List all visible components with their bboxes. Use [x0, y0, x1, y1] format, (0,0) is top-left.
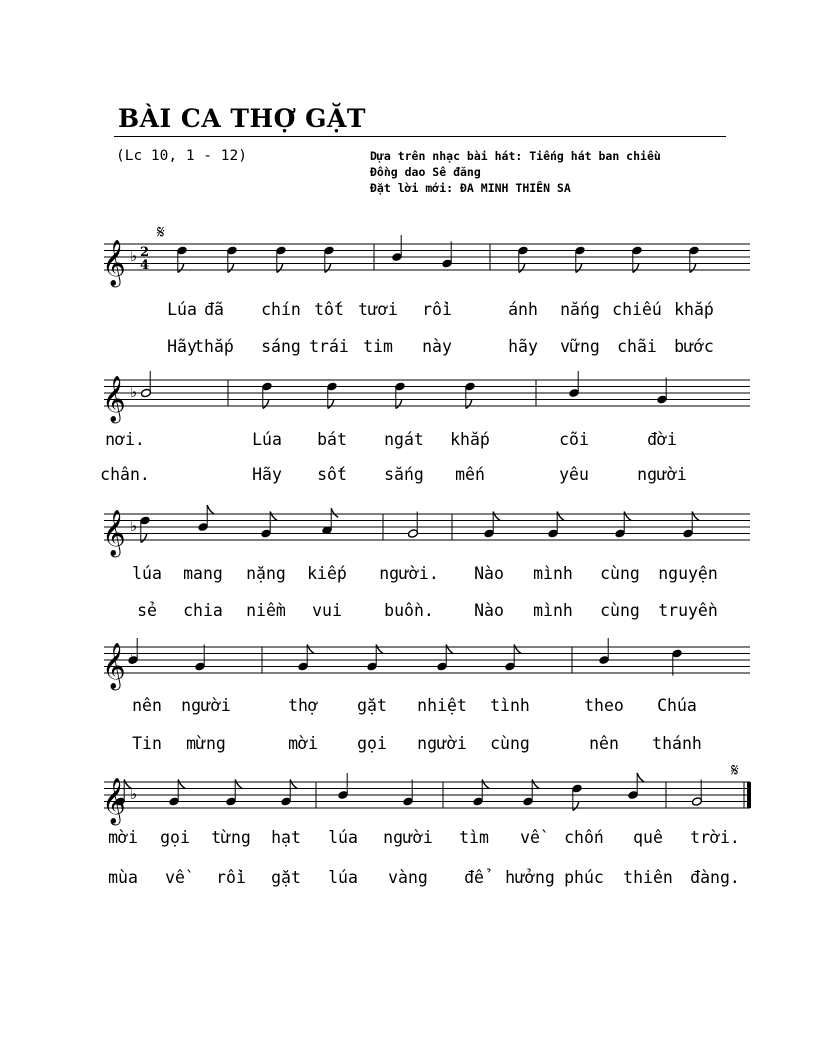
note-flag: [532, 780, 539, 789]
note: [367, 645, 384, 672]
note-flag: [328, 400, 334, 409]
lyric-syllable: chín: [261, 300, 301, 319]
lyric-syllable: bước: [674, 337, 714, 356]
lyric-syllable: trái: [309, 337, 349, 356]
note: [442, 242, 453, 269]
lyric-syllable: đời: [647, 430, 677, 449]
lyric-syllable: nắng: [560, 300, 600, 319]
note: [276, 246, 287, 273]
staff-1: [104, 235, 750, 273]
lyric-syllable: lúa: [132, 564, 162, 583]
note: [518, 246, 529, 273]
note: [628, 773, 645, 800]
treble-clef-icon: 𝄞: [102, 643, 126, 689]
lyric-syllable: chiếu: [612, 300, 662, 319]
note-flag: [446, 645, 453, 654]
note: [338, 773, 349, 800]
lyric-syllable: thợ: [288, 696, 318, 715]
treble-clef-icon: 𝄞: [102, 240, 126, 286]
lyric-syllable: thánh: [652, 734, 702, 753]
lyric-syllable: ngát: [384, 430, 424, 449]
segno-end-icon: 𝄋: [731, 760, 739, 781]
flat-key-signature-icon: ♭: [130, 383, 138, 401]
time-signature-top: 2: [140, 245, 150, 260]
lyric-syllable: hạt: [271, 828, 301, 847]
note: [599, 638, 610, 665]
note-flag: [396, 400, 402, 409]
note: [177, 246, 188, 273]
note: [689, 246, 700, 273]
lyric-syllable: khắp: [674, 300, 714, 319]
lyric-syllable: chãi: [617, 337, 657, 356]
note: [575, 246, 586, 273]
lyric-syllable: yêu: [559, 465, 589, 484]
note: [298, 645, 315, 672]
lyric-syllable: Lúa: [167, 300, 197, 319]
lyric-syllable: sẻ: [137, 601, 157, 620]
lyric-syllable: mừng: [186, 734, 226, 753]
lyric-syllable: tốt: [314, 300, 344, 319]
lyric-syllable: người: [181, 696, 231, 715]
note: [692, 780, 703, 807]
note-flag: [633, 264, 639, 273]
lyric-syllable: quê: [633, 828, 663, 847]
lyric-syllable: bát: [317, 430, 347, 449]
note-flag: [690, 264, 696, 273]
note: [227, 246, 238, 273]
note: [465, 382, 476, 409]
lyric-syllable: cùng: [600, 601, 640, 620]
composer-credit: Đồng dao Sê đăng: [370, 165, 481, 179]
lyric-syllable: Lúa: [252, 430, 282, 449]
time-signature-bottom: 4: [140, 258, 150, 273]
lyric-syllable: Hãy: [167, 337, 197, 356]
note-flag: [235, 780, 242, 789]
note-flag: [637, 773, 644, 782]
note-flag: [376, 645, 383, 654]
lyric-syllable: người: [383, 828, 433, 847]
lyric-syllable: khắp: [450, 430, 490, 449]
staff-3: [104, 505, 750, 543]
lyric-syllable: vững: [560, 337, 600, 356]
note-flag: [263, 400, 269, 409]
lyric-syllable: mang: [183, 564, 223, 583]
lyric-syllable: Nào: [474, 601, 504, 620]
note: [403, 780, 414, 807]
lyric-syllable: tình: [490, 696, 530, 715]
note: [281, 780, 298, 807]
lyric-syllable: đã: [204, 300, 224, 319]
note-flag: [290, 780, 297, 789]
lyric-syllable: vàng: [388, 868, 428, 887]
lyric-syllable: mình: [533, 564, 573, 583]
note: [615, 512, 632, 539]
note-flag: [141, 534, 147, 543]
lyric-syllable: nguyện: [658, 564, 718, 583]
staff-5: [104, 773, 751, 811]
note: [523, 780, 540, 807]
note: [141, 371, 152, 398]
lyric-syllable: hưởng: [505, 868, 555, 887]
lyric-syllable: sốt: [317, 465, 347, 484]
lyric-syllable: người: [417, 734, 467, 753]
note-flag: [466, 400, 472, 409]
note: [505, 645, 522, 672]
lyric-syllable: gọi: [357, 734, 387, 753]
lyric-syllable: tìm: [459, 828, 489, 847]
lyric-syllable: mùa: [108, 868, 138, 887]
lyric-syllable: theo: [584, 696, 624, 715]
note: [548, 512, 565, 539]
lyric-syllable: người: [637, 465, 687, 484]
treble-clef-icon: 𝄞: [102, 376, 126, 422]
lyric-syllable: mến: [455, 465, 485, 484]
note: [169, 780, 186, 807]
lyric-syllable: niềm: [246, 601, 286, 620]
note: [572, 784, 583, 811]
note-flag: [178, 780, 185, 789]
lyric-syllable: nên: [589, 734, 619, 753]
lyric-syllable: gặt: [271, 868, 301, 887]
song-title: BÀI CA THỢ GẶT: [118, 104, 366, 133]
note: [437, 645, 454, 672]
lyric-syllable: Chúa: [657, 696, 697, 715]
note: [408, 512, 419, 539]
lyric-syllable: tươi: [358, 300, 398, 319]
lyric-syllable: Hãy: [252, 465, 282, 484]
lyric-syllable: sáng: [261, 337, 301, 356]
lyric-syllable: sắng: [384, 465, 424, 484]
lyric-syllable: người.: [379, 564, 439, 583]
lyric-syllable: đàng.: [690, 868, 740, 887]
note-flag: [331, 508, 338, 517]
note-flag: [514, 645, 521, 654]
melody-source: Dựa trên nhạc bài hát: Tiếng hát ban chiều: [370, 149, 661, 163]
lyric-syllable: cõi: [559, 430, 589, 449]
lyric-syllable: cùng: [600, 564, 640, 583]
lyric-syllable: thiên: [623, 868, 673, 887]
lyric-syllable: về: [165, 868, 185, 887]
lyric-syllable: Nào: [474, 564, 504, 583]
lyric-syllable: mời: [288, 734, 318, 753]
flat-key-signature-icon: ♭: [130, 247, 138, 265]
note: [569, 371, 580, 398]
note-flag: [228, 264, 234, 273]
note: [226, 780, 243, 807]
note-flag: [573, 802, 579, 811]
lyric-syllable: gọi: [160, 828, 190, 847]
note: [195, 645, 206, 672]
lyricist-credit: Đặt lời mới: ĐA MINH THIÊN SA: [370, 181, 571, 195]
lyric-syllable: cùng: [490, 734, 530, 753]
note: [484, 512, 501, 539]
lyric-syllable: nặng: [246, 564, 286, 583]
flat-key-signature-icon: ♭: [130, 517, 138, 535]
note: [198, 505, 215, 532]
lyric-syllable: rồi: [422, 300, 452, 319]
note-flag: [178, 264, 184, 273]
treble-clef-icon: 𝄞: [102, 778, 126, 824]
final-barline-thick: [747, 782, 751, 808]
note: [140, 516, 151, 543]
note-flag: [557, 512, 564, 521]
flat-key-signature-icon: ♭: [130, 785, 138, 803]
lyric-syllable: nơi.: [105, 430, 145, 449]
lyric-syllable: nên: [132, 696, 162, 715]
note-flag: [493, 512, 500, 521]
lyric-syllable: trời.: [690, 828, 740, 847]
note: [395, 382, 406, 409]
note: [683, 512, 700, 539]
note-flag: [482, 780, 489, 789]
note-flag: [692, 512, 699, 521]
note: [327, 382, 338, 409]
note: [657, 378, 668, 405]
lyric-syllable: thắp: [194, 337, 234, 356]
segno-icon: 𝄋: [157, 222, 165, 243]
note-flag: [624, 512, 631, 521]
scripture-reference: (Lc 10, 1 - 12): [116, 148, 247, 164]
lyric-syllable: buồn.: [384, 601, 434, 620]
lyric-syllable: phúc: [564, 868, 604, 887]
lyric-syllable: để: [464, 868, 484, 887]
note-flag: [325, 264, 331, 273]
lyric-syllable: truyền: [658, 601, 718, 620]
note-flag: [207, 505, 214, 514]
treble-clef-icon: 𝄞: [102, 510, 126, 556]
note-flag: [270, 512, 277, 521]
note: [322, 508, 339, 535]
lyric-syllable: hãy: [508, 337, 538, 356]
lyric-syllable: này: [422, 337, 452, 356]
lyric-syllable: chia: [183, 601, 223, 620]
flat-key-signature-icon: ♭: [130, 650, 138, 668]
lyric-syllable: nhiệt: [417, 696, 467, 715]
lyric-syllable: rồi: [216, 868, 246, 887]
note: [392, 235, 403, 262]
lyric-syllable: từng: [211, 828, 251, 847]
staff-2: [104, 371, 750, 409]
note-flag: [576, 264, 582, 273]
note: [473, 780, 490, 807]
lyric-syllable: lúa: [328, 868, 358, 887]
lyric-syllable: lúa: [328, 828, 358, 847]
note: [261, 512, 278, 539]
lyric-syllable: tim: [363, 337, 393, 356]
note: [262, 382, 273, 409]
lyric-syllable: kiếp: [307, 564, 347, 583]
lyric-syllable: chân.: [100, 465, 150, 484]
lyric-syllable: Tin: [132, 734, 162, 753]
note-flag: [307, 645, 314, 654]
lyric-syllable: mình: [533, 601, 573, 620]
lyric-syllable: chốn: [564, 828, 604, 847]
note: [324, 246, 335, 273]
note: [672, 649, 683, 676]
lyric-syllable: về: [520, 828, 540, 847]
lyric-syllable: ánh: [508, 300, 538, 319]
note-flag: [277, 264, 283, 273]
note-flag: [519, 264, 525, 273]
lyric-syllable: mời: [108, 828, 138, 847]
lyric-syllable: gặt: [357, 696, 387, 715]
note: [632, 246, 643, 273]
lyric-syllable: vui: [312, 601, 342, 620]
staff-4: [104, 638, 750, 676]
